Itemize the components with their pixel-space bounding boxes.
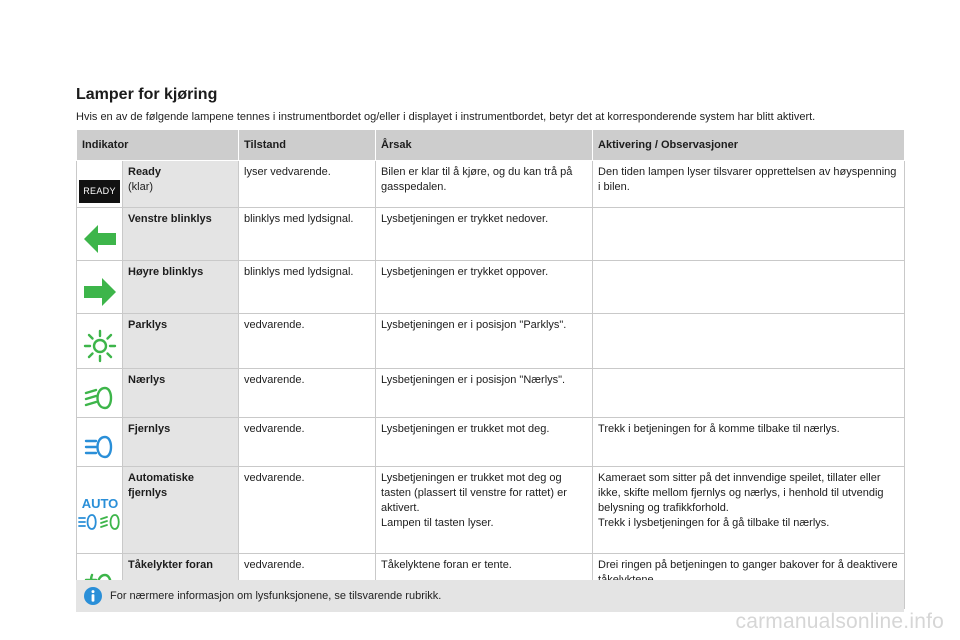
indicator-icon-cell [77, 208, 123, 261]
info-text: For nærmere informasjon om lysfunksjonene, se tilsvarende rubrikk. [110, 590, 442, 602]
state-cell: vedvarende. [239, 418, 376, 467]
indicator-icon-cell [77, 161, 123, 208]
header-arsak: Årsak [376, 130, 593, 161]
indicator-name [123, 161, 239, 208]
cause-cell: Lysbetjeningen er trykket oppover. [376, 261, 593, 314]
cause-cell: Lysbetjeningen er i posisjon "Parklys". [376, 314, 593, 369]
indicator-icon-cell [77, 418, 123, 467]
info-box [76, 580, 904, 612]
note-cell: Drei ringen på betjeningen to ganger bakover for å deaktivere [593, 554, 905, 609]
indicator-icon-cell [77, 467, 123, 554]
indicator-icon-cell [77, 261, 123, 314]
note-cell [593, 369, 905, 418]
intro-text: Hvis en av de følgende lampene tennes i instrumentbordet og/eller i displayet i instrumentbordet, betyr det at korresponderende system har blitt aktivert. [76, 111, 816, 123]
indicator-table [76, 129, 905, 609]
indicator-name-text: Ready [128, 166, 162, 178]
indicator-icon-cell [77, 369, 123, 418]
note-cell: Kameraet som sitter på det innvendige speilet, tillater eller ikke, skifte mellom fjernlys og nærlys, i henhold til utvendig belysning og trafikkforhold. Trekk i lysbetjeningen for å gå tilbake til nærlys. [593, 467, 905, 554]
state-cell: vedvarende. [239, 554, 376, 609]
note-cell [593, 314, 905, 369]
indicator-name: Venstre blinklys [123, 208, 239, 261]
cause-cell: Lysbetjeningen er trukket mot deg og tasten (plassert til venstre for rattet) er aktivert. Lampen til tasten lyser. [376, 467, 593, 554]
page-title: Lamper for kjøring [76, 86, 218, 103]
table-row [77, 261, 905, 314]
state-cell: vedvarende. [239, 369, 376, 418]
info-icon [84, 587, 102, 605]
high-beam-icon [83, 433, 117, 461]
indicator-name: Tåkelykter foran [123, 554, 239, 609]
indicator-name: Automatiske fjernlys [123, 467, 239, 554]
cause-cell: Lysbetjeningen er i posisjon "Nærlys". [376, 369, 593, 418]
cause-cell: Bilen er klar til å kjøre, og du kan trå på gasspedalen. [376, 161, 593, 208]
table-row [77, 418, 905, 467]
watermark: carmanualsonline.info [735, 610, 944, 633]
table-row [77, 161, 905, 208]
note-cell [593, 261, 905, 314]
state-cell: vedvarende. [239, 314, 376, 369]
header-tilstand: Tilstand [239, 130, 376, 161]
indicator-name: Parklys [123, 314, 239, 369]
state-cell: blinklys med lydsignal. [239, 208, 376, 261]
indicator-name: Fjernlys [123, 418, 239, 467]
state-cell: blinklys med lydsignal. [239, 261, 376, 314]
note-cell [593, 208, 905, 261]
cause-cell: Lysbetjeningen er trukket mot deg. [376, 418, 593, 467]
state-cell: lyser vedvarende. [239, 161, 376, 208]
table-row [77, 369, 905, 418]
indicator-name: Høyre blinklys [123, 261, 239, 314]
low-beam-icon [83, 384, 117, 412]
state-cell: vedvarende. [239, 467, 376, 554]
cause-cell: Lysbetjeningen er trykket nedover. [376, 208, 593, 261]
table-header-row [77, 130, 905, 161]
left-arrow-icon [82, 223, 118, 255]
header-aktivering: Aktivering / Observasjoner [593, 130, 905, 161]
right-arrow-icon [82, 276, 118, 308]
indicator-name: Nærlys [123, 369, 239, 418]
table-row [77, 314, 905, 369]
table-row [77, 208, 905, 261]
auto-label: AUTO [81, 496, 119, 511]
note-cell: Trekk i betjeningen for å komme tilbake til nærlys. [593, 418, 905, 467]
auto-beam-icon [77, 495, 123, 535]
table-row [77, 467, 905, 554]
parking-light-icon [83, 329, 117, 363]
ready-badge: READY [79, 180, 120, 203]
header-indikator: Indikator [77, 130, 239, 161]
cause-cell: Tåkelyktene foran er tente. [376, 554, 593, 609]
note-cell: Den tiden lampen lyser tilsvarer opprettelsen av høyspenning i bilen. [593, 161, 905, 208]
indicator-icon-cell [77, 314, 123, 369]
indicator-sub: (klar) [128, 181, 154, 193]
